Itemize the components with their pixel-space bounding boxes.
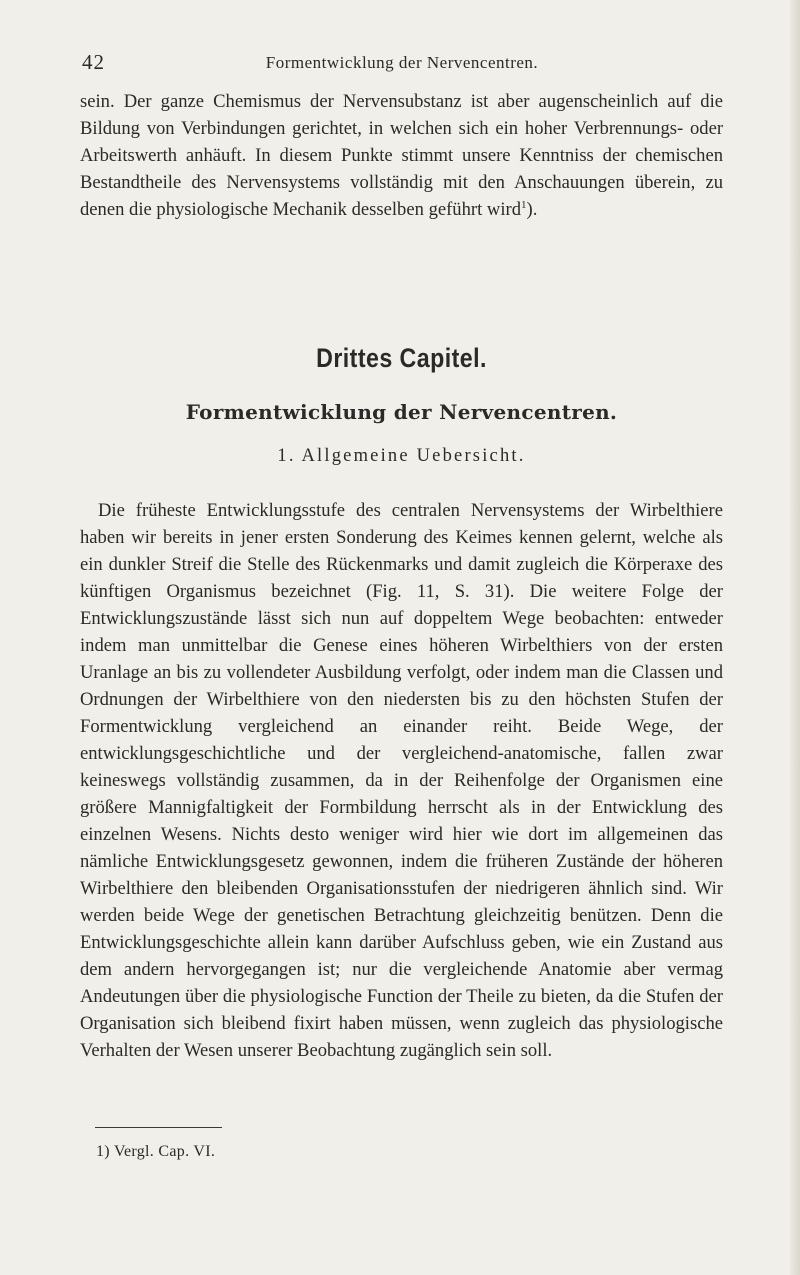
page-number: 42 [82,50,105,74]
intro-line-end: ). [526,199,538,220]
section-heading: Formentwicklung der Nervencentren. [185,400,618,424]
intro-paragraph [80,88,723,223]
running-title: Formentwicklung der Nervencentren. [265,53,539,72]
intro-line: Verbrennungs- oder Arbeitswerth anhäuft. In diesem Punkte stimmt unsere [80,118,724,166]
main-paragraph: Die früheste Entwicklungsstufe des centralen Nervensystems der Wirbelthiere haben wir bereits in jener ersten Sonderung des Keimes kennen gelernt, welche als ein dunkler Streif die Stelle des Rückenmarks und damit zugleich die Körperaxe des künftigen Organismus bezeichnet (Fig. 11, S. 31). Die weitere Folge der Entwicklungszustände lässt sich nun auf doppeltem Wege beobachten: entweder indem man unmittelbar die Genese eines höheren Wirbelthiers von der ersten Uranlage an bis zu vollendeter Ausbildung verfolgt, oder indem man die Classen und Ordnungen der Wirbelthiere von den niedersten bis zu den höchsten Stufen der Formentwicklung vergleichend an einander reiht. Beide Wege, der entwicklungsgeschichtliche und der vergleichend-anatomische, fallen zwar keineswegs vollständig zusammen, da in der Reihenfolge der Organismen eine größere Mannigfaltigkeit der Formbildung herrscht als in der Entwicklung des einzelnen Wesens. Nichts desto weniger wird hier wie dort im allgemeinen das nämliche Entwicklungsgesetz gewonnen, indem die früheren Zustände der höheren Wirbelthiere den bleibenden Organisationsstufen der niedrigeren ähnlich sind. Wir werden beide Wege der genetischen Betrachtung gleichzeitig benützen. Denn die Entwicklungsgeschichte allein kann darüber Aufschluss geben, wie ein Zustand aus dem andern hervorgegangen ist; nur die vergleichende Anatomie aber vermag Andeutungen über die physiologische Function der Theile zu bieten, da die Stufen der Organisation sich bleibend fixirt haben müssen, wenn zugleich das physiologische Verhalten der Wesen unserer Beobachtung zugänglich sein soll. [80,500,723,1061]
footnote: 1) Vergl. Cap. VI. [96,1143,216,1160]
intro-line: den Anschauungen überein, zu denen die physiologische Mechanik desselben [80,172,723,220]
intro-last-line: geführt wird [428,199,521,220]
intro-line: Kenntniss der chemischen Bestandtheile des Nervensystems vollständig mit [80,145,724,193]
footnote-rule [95,1127,222,1128]
intro-line: auf die Bildung von Verbindungen gerichtet, in welchen sich ein hoher [80,91,723,139]
intro-line: sein. Der ganze Chemismus der Nervensubstanz ist aber augenscheinlich [80,91,659,112]
footnote-reference: 1 [521,198,527,211]
subsection-heading: 1. Allgemeine Uebersicht. [277,446,526,466]
page-edge-shadow [790,0,800,1275]
chapter-title: Drittes Capitel. [316,343,487,373]
running-head [82,50,722,74]
